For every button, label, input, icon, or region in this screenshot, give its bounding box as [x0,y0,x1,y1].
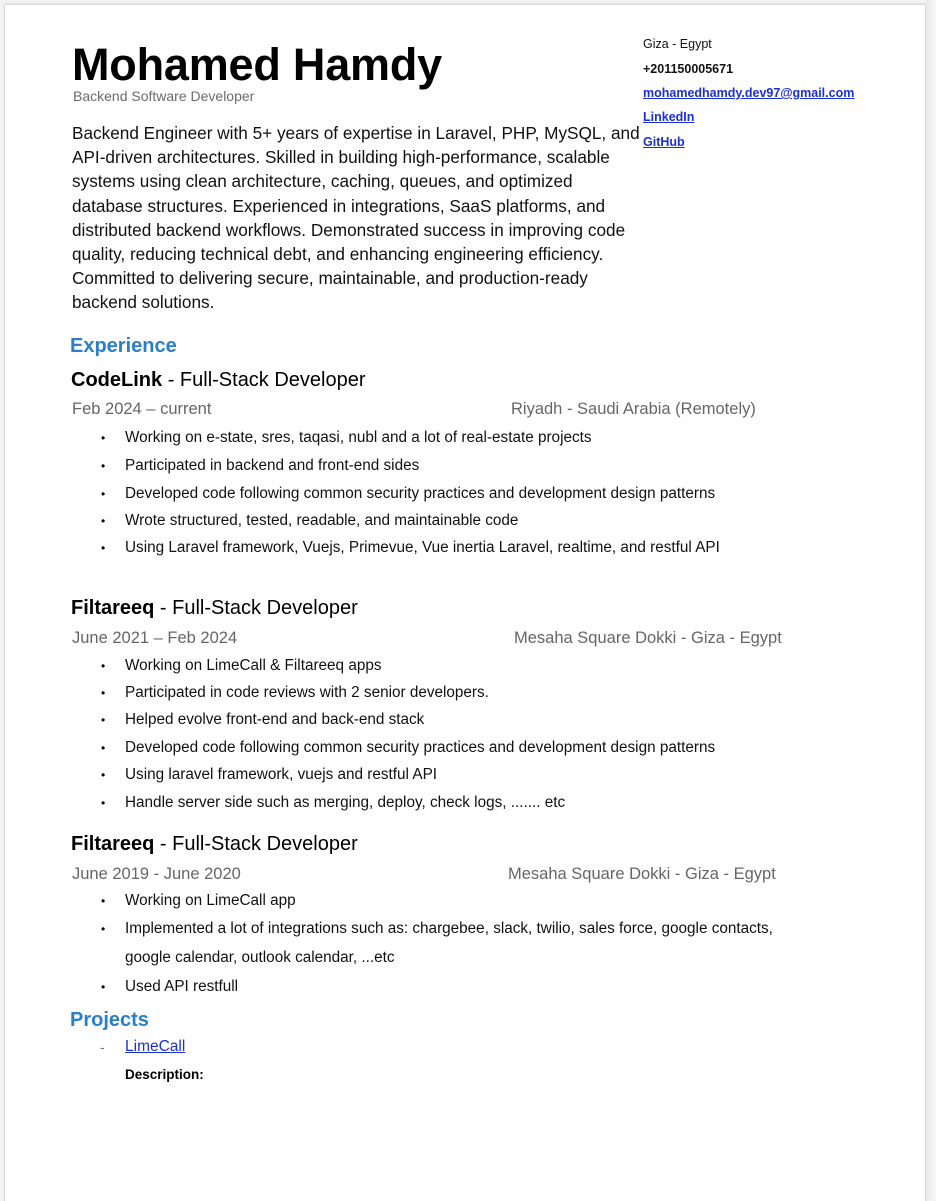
job-location: Mesaha Square Dokki - Giza - Egypt [508,865,776,883]
bullet-marker: • [101,659,106,673]
job-location: Mesaha Square Dokki - Giza - Egypt [514,629,782,647]
job-bullet: Working on LimeCall & Filtareeq apps [125,657,382,674]
job-dates: June 2019 - June 2020 [72,865,241,883]
job-bullet: Developed code following common security practices and development design patterns [125,485,716,502]
bullet-marker: • [101,894,106,908]
job-bullet: Participated in code reviews with 2 senior developers. [125,684,489,701]
job-company: Filtareeq [71,833,155,855]
bullet-marker: • [101,541,106,555]
job-title-line [71,597,358,620]
resume-page [4,4,925,1201]
job-bullet-continuation: google calendar, outlook calendar, ...etc [125,949,395,966]
job-bullet: Helped evolve front-end and back-end stack [125,711,425,728]
job-bullet: Participated in backend and front-end sides [125,457,420,474]
bullet-marker: • [101,713,106,727]
bullet-marker: • [101,796,106,810]
contact-location: Giza - Egypt [643,37,712,51]
linkedin-link[interactable]: LinkedIn [643,110,695,124]
job-bullet: Wrote structured, tested, readable, and maintainable code [125,512,519,529]
job-bullet: Handle server side such as merging, deploy, check logs, ....... etc [125,794,566,811]
job-bullet: Working on e-state, sres, taqasi, nubl and a lot of real-estate projects [125,429,592,446]
job-dates: June 2021 – Feb 2024 [72,629,238,647]
bullet-marker: • [101,741,106,755]
job-bullet: Using Laravel framework, Vuejs, Primevue, Vue inertia Laravel, realtime, and restful API [125,539,720,556]
job-bullet: Implemented a lot of integrations such as: chargebee, slack, twilio, sales force, google contacts, [125,920,773,937]
job-title-line [71,369,366,392]
candidate-role: Backend Software Developer [73,88,255,104]
summary-paragraph: Backend Engineer with 5+ years of expertise in Laravel, PHP, MySQL, and API-driven architectures. Skilled in building high-performance, scalable systems using clean architecture, caching, queues, and optimized database structures. Experienced in integrations, SaaS platforms, and distributed backend workflows. Demonstrated success in improving code quality, reducing technical debt, and enhancing engineering efficiency. Committed to delivering secure, maintainable, and production-ready backend solutions. [72,123,640,313]
bullet-marker: • [101,922,106,936]
projects-heading: Projects [70,1009,149,1031]
bullet-marker: • [101,487,106,501]
job-company: Filtareeq [71,597,155,619]
bullet-marker: • [101,686,106,700]
job-title-line [71,833,358,856]
job-bullet: Using laravel framework, vuejs and restful API [125,766,438,783]
page-edge-shadow [926,0,936,1200]
project-description-label: Description: [125,1067,204,1082]
contact-phone: +201150005671 [643,62,734,76]
bullet-marker: • [101,431,106,445]
job-role: - Full-Stack Developer [167,369,366,391]
project-link-limecall[interactable]: LimeCall [125,1038,186,1055]
github-link[interactable]: GitHub [643,135,685,149]
job-role: - Full-Stack Developer [159,597,358,619]
contact-email-link[interactable]: mohamedhamdy.dev97@gmail.com [643,86,855,100]
bullet-marker: • [101,459,106,473]
job-bullet: Working on LimeCall app [125,892,296,909]
candidate-name: Mohamed Hamdy [72,39,442,90]
job-role: - Full-Stack Developer [159,833,358,855]
job-company: CodeLink [71,369,163,391]
project-dash: - [100,1039,105,1055]
experience-heading: Experience [70,335,177,357]
bullet-marker: • [101,980,106,994]
bullet-marker: • [101,768,106,782]
job-dates: Feb 2024 – current [72,400,212,418]
job-bullet: Used API restfull [125,978,239,995]
job-bullet: Developed code following common security practices and development design patterns [125,739,716,756]
bullet-marker: • [101,514,106,528]
job-location: Riyadh - Saudi Arabia (Remotely) [511,400,756,418]
